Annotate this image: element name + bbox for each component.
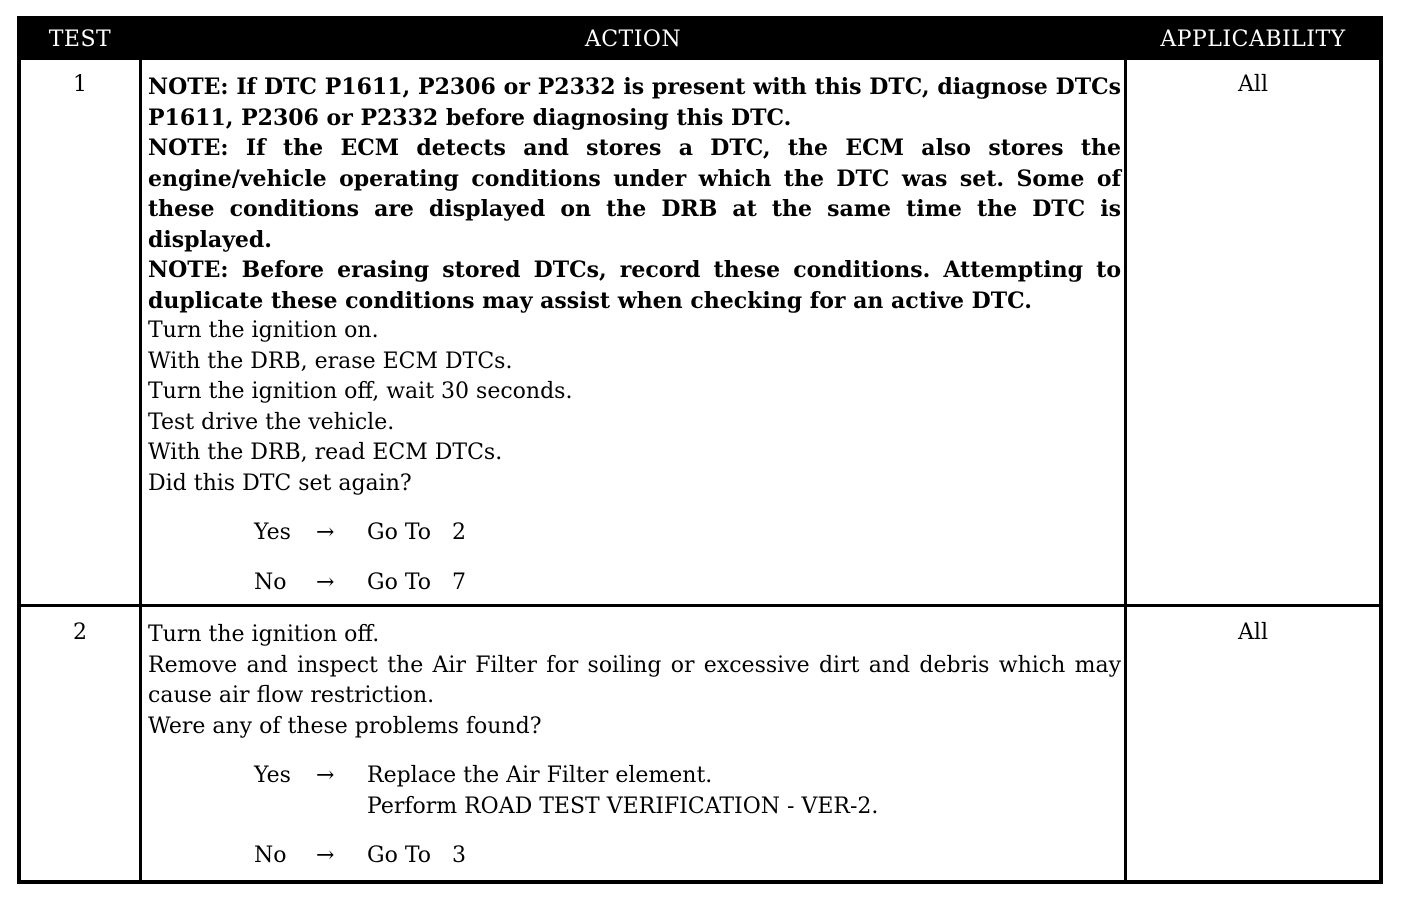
- action-cell: [148, 620, 1121, 872]
- yes-label: Yes: [254, 763, 291, 788]
- response-line: Perform ROAD TEST VERIFICATION - VER-2.: [367, 793, 879, 819]
- goto-text: Go To 7: [367, 569, 466, 595]
- diagnostic-table: [17, 16, 1383, 884]
- no-response: [148, 568, 1121, 599]
- column-divider: [1124, 60, 1127, 880]
- arrow-icon: →: [316, 569, 335, 595]
- response-text: [367, 761, 878, 822]
- step-text: Remove and inspect the Air Filter for soiling or excessive dirt and debris which may cause air flow restriction.: [148, 652, 1121, 708]
- step-text: With the DRB, read ECM DTCs.: [148, 440, 503, 465]
- column-divider: [139, 60, 142, 880]
- goto-text: Go To 2: [367, 520, 466, 545]
- yes-response: [148, 518, 1121, 549]
- applicability-value: All: [1238, 620, 1268, 645]
- goto-text: Go To 3: [367, 843, 466, 868]
- arrow-icon: →: [316, 763, 335, 788]
- question-text: Were any of these problems found?: [148, 713, 542, 739]
- note: NOTE: If DTC P1611, P2306 or P2332 is present with this DTC, diagnose DTCs P1611, P2306 or P2332 before diagnosing this DTC.: [148, 74, 1121, 131]
- step-text: Turn the ignition on.: [148, 318, 379, 343]
- step-text: Turn the ignition off, wait 30 seconds.: [148, 379, 573, 404]
- no-label: No: [254, 843, 287, 868]
- table-header: [21, 20, 1379, 60]
- action-cell: [148, 72, 1121, 598]
- note: NOTE: Before erasing stored DTCs, record these conditions. Attempting to duplicate these conditions may assist when checking for an active DTC.: [148, 257, 1121, 314]
- header-action: ACTION: [584, 27, 682, 52]
- test-number: 2: [73, 620, 87, 645]
- yes-response: [148, 761, 1121, 822]
- step-text: With the DRB, erase ECM DTCs.: [148, 348, 513, 374]
- no-label: No: [254, 569, 287, 595]
- header-test: TEST: [48, 27, 112, 52]
- applicability-value: All: [1238, 72, 1268, 97]
- test-number: 1: [73, 72, 87, 97]
- response-line: Replace the Air Filter element.: [367, 763, 713, 788]
- no-response: [148, 841, 1121, 872]
- step-text: Test drive the vehicle.: [148, 409, 395, 435]
- step-text: Turn the ignition off.: [148, 622, 380, 647]
- arrow-icon: →: [316, 520, 335, 545]
- header-applicability: APPLICABILITY: [1160, 27, 1346, 52]
- row-divider: [21, 604, 1379, 607]
- arrow-icon: →: [316, 843, 335, 868]
- yes-label: Yes: [254, 520, 291, 545]
- question-text: Did this DTC set again?: [148, 470, 412, 496]
- note: NOTE: If the ECM detects and stores a DTC, the ECM also stores the engine/vehicle operating conditions under which the DTC was set. Some of these conditions are displayed on the DRB at the same time the DTC is displayed.: [148, 135, 1121, 253]
